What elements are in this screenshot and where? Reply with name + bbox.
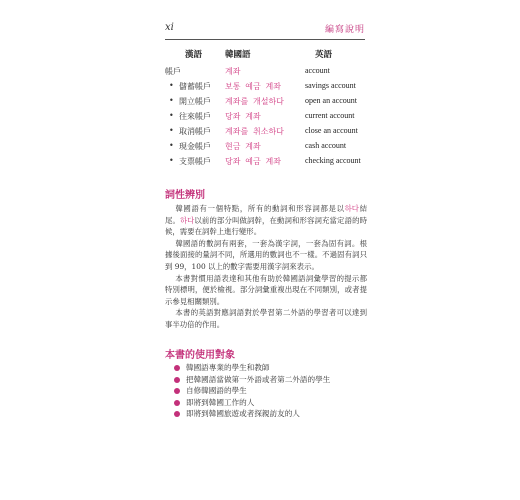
paragraph: 本書的英語對應詞語對於學習第二外語的學習者可以達到事半功倍的作用。: [165, 308, 367, 329]
paragraph-text: 結尾。: [165, 204, 367, 225]
bullet-dot-icon: [174, 388, 180, 394]
bullet-icon: •: [169, 126, 174, 135]
glossary-header-row: [165, 46, 365, 64]
bullet-icon: •: [169, 156, 174, 165]
list-item-text: 即將到韓國旅遊或者探親訪友的人: [186, 409, 300, 419]
bullet-icon: •: [169, 111, 174, 120]
korean-term: 계좌: [225, 67, 241, 76]
bullet-dot-icon: [174, 365, 180, 371]
korean-term: 현금 계좌: [225, 142, 261, 151]
hanja-term: 取消帳戶: [179, 127, 211, 136]
bullet-dot-icon: [174, 377, 180, 383]
list-item: [172, 362, 372, 374]
glossary-row: [165, 154, 365, 169]
hanja-term: 往來帳戶: [179, 112, 211, 121]
list-item-text: 即將到韓國工作的人: [186, 397, 255, 407]
list-item: [172, 408, 372, 420]
korean-term: 보통 예금 계좌: [225, 82, 282, 91]
bullet-dot-icon: [174, 411, 180, 417]
glossary-row: [165, 79, 365, 94]
hanja-term: 支票帳戶: [179, 157, 211, 166]
hanja-term: 開立帳戶: [179, 97, 211, 106]
bullet-icon: •: [169, 141, 174, 150]
korean-inline: 하다: [344, 204, 359, 213]
list-item-text: 韓國語專業的學生和教師: [186, 363, 270, 372]
hanja-term: 儲蓄帳戶: [179, 82, 211, 91]
korean-term: 계좌를 취소하다: [225, 127, 284, 136]
header-english: 英語: [315, 50, 333, 60]
hanja-term: 帳戶: [165, 67, 181, 76]
korean-inline: 하다: [180, 215, 195, 225]
page-number: xi: [165, 22, 174, 33]
korean-term: 계좌를 개설하다: [225, 97, 284, 106]
audience-list: [172, 362, 372, 420]
paragraph: 韓國語的數詞有兩套，一套為漢字詞，一套為固有詞。根據後面接的量詞不同，所選用的數詞也不一樣。不過固有詞只到 99，100 以上的數字需要用漢字詞來表示。: [165, 238, 367, 271]
page-header: [165, 22, 365, 36]
paragraph: [165, 203, 367, 238]
header-korean: 韓國語: [225, 50, 251, 60]
bullet-dot-icon: [174, 400, 180, 406]
hanja-term: 現金帳戶: [179, 142, 211, 151]
bullet-icon: •: [169, 96, 174, 105]
english-term: close an account: [305, 126, 358, 135]
list-item: [172, 374, 372, 386]
english-term: current account: [305, 111, 355, 120]
english-term: checking account: [305, 156, 361, 165]
glossary-row: [165, 64, 365, 79]
list-item-text: 把韓國語當做第一外語或者第二外語的學生: [186, 374, 331, 384]
glossary-table: [165, 46, 365, 169]
english-term: cash account: [305, 141, 347, 150]
section-title-audience: 本書的使用對象: [165, 350, 235, 361]
glossary-row: [165, 109, 365, 124]
english-term: account: [305, 66, 330, 75]
english-term: open an account: [305, 96, 357, 105]
header-hanja: 漢語: [185, 50, 203, 60]
glossary-row: [165, 94, 365, 109]
paragraph-text: 韓國語有一個特點，所有的動詞和形容詞都是以: [175, 204, 345, 213]
english-term: savings account: [305, 81, 356, 90]
header-rule: [165, 39, 365, 40]
korean-term: 당좌 계좌: [225, 112, 261, 121]
glossary-row: [165, 139, 365, 154]
section-title-parts-of-speech: 詞性辨別: [165, 190, 205, 201]
bullet-icon: •: [169, 81, 174, 90]
paragraph: 本書對慣用語表達和其他有助於韓國語詞彙學習的提示都特別標明，便於檢視。部分詞彙重複出現在不同類別，或者提示參見相關類別。: [165, 273, 367, 306]
korean-term: 당좌 예금 계좌: [225, 157, 282, 166]
parts-of-speech-body: [165, 203, 367, 331]
running-head: 編寫說明: [324, 25, 365, 35]
list-item: [172, 397, 372, 409]
glossary-row: [165, 124, 365, 139]
list-item-text: 自修韓國語的學生: [186, 386, 247, 396]
list-item: [172, 385, 372, 397]
paragraph-text: 以前的部分叫做詞幹，在動詞和形容詞充當定語的時候，需要在詞幹上進行變形。: [165, 215, 367, 237]
